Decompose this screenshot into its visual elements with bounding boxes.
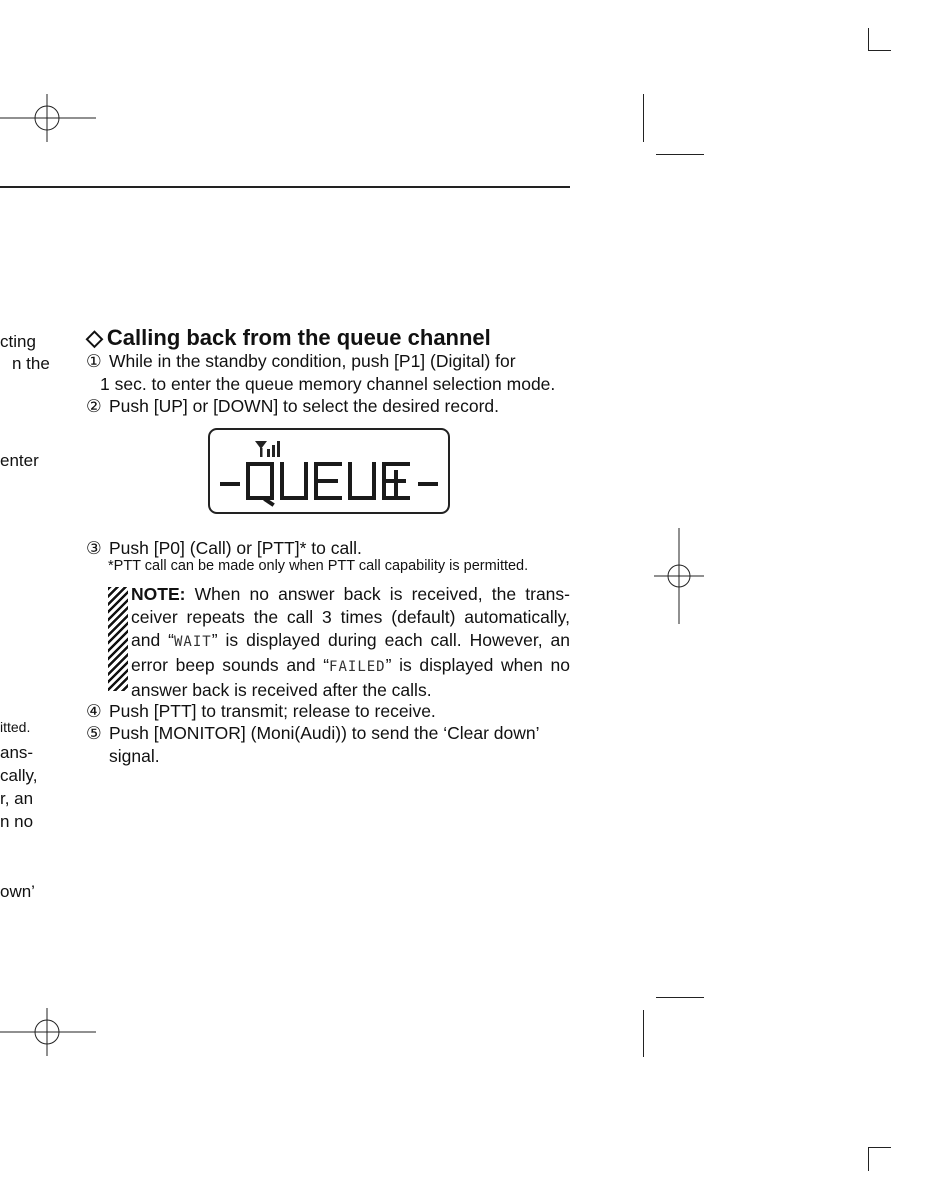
trim-mark <box>656 997 704 998</box>
crop-mark <box>868 1147 869 1171</box>
step-text <box>100 350 570 396</box>
step-text: Push [UP] or [DOWN] to select the desired record. <box>109 396 500 416</box>
note-hatch-icon <box>108 587 128 691</box>
cut-text: n no <box>0 812 34 831</box>
cut-text: own’ <box>0 882 35 901</box>
registration-mark-right <box>654 528 706 626</box>
registration-mark-top-left <box>0 94 100 144</box>
note-segment: ” is displayed when no answer back is received after the calls. <box>131 655 570 700</box>
lcd-display <box>208 428 450 514</box>
lcd-wait-text: WAIT <box>174 634 212 650</box>
step-text: Push [P0] (Call) or [PTT]* to call. <box>109 538 362 558</box>
step-3 <box>86 537 570 560</box>
trim-mark <box>656 154 704 155</box>
cut-text: enter <box>0 451 39 470</box>
cut-text: itted. <box>0 719 31 735</box>
cut-text: ans- <box>0 743 34 762</box>
step-number: ③ <box>86 538 102 558</box>
step-number: ⑤ <box>86 723 102 743</box>
note-text <box>131 583 570 702</box>
step-1 <box>86 350 570 396</box>
step-line: 1 sec. to enter the queue memory channel selection mode. <box>100 374 556 394</box>
note-block <box>108 583 570 700</box>
trim-mark <box>643 1010 644 1057</box>
crop-mark <box>868 1147 891 1148</box>
step-text: Push [PTT] to transmit; release to receive. <box>109 701 436 721</box>
note-label: NOTE: <box>131 584 186 604</box>
trim-mark <box>643 94 644 142</box>
step-5 <box>86 722 570 768</box>
cut-text: cally, <box>0 766 38 785</box>
antenna-signal-icon <box>254 440 282 458</box>
note-segment: When no answer back is received, the trans-ceiver repeats the call 3 times (default) automatically, and “ <box>131 584 570 650</box>
step-number: ② <box>86 396 102 416</box>
lcd-segment-text <box>210 458 448 508</box>
step-line: While in the standby condition, push [P1] (Digital) for <box>109 351 516 371</box>
step-line: Push [MONITOR] (Moni(Audi)) to send the ‘Clear down’ <box>109 723 540 743</box>
crop-mark <box>868 50 891 51</box>
note-segment: ” is displayed during each call. However, an error beep sounds and “ <box>131 630 570 675</box>
registration-mark-bottom-left <box>0 1008 100 1058</box>
step-line: signal. <box>109 746 160 766</box>
cut-text: r, an <box>0 789 34 808</box>
header-rule <box>0 186 570 188</box>
step-2 <box>86 395 570 418</box>
cut-text: n the <box>12 354 50 373</box>
section-title-text: Calling back from the queue channel <box>106 325 491 350</box>
section-title <box>86 325 491 351</box>
step-number: ④ <box>86 701 102 721</box>
crop-mark <box>868 28 869 50</box>
cut-text: cting <box>0 332 36 351</box>
step-number: ① <box>86 351 102 371</box>
footnote: *PTT call can be made only when PTT call capability is permitted. <box>108 558 529 574</box>
step-4 <box>86 700 570 723</box>
diamond-icon: ◇ <box>86 325 103 350</box>
lcd-failed-text: FAILED <box>329 659 386 675</box>
step-text <box>109 722 570 768</box>
